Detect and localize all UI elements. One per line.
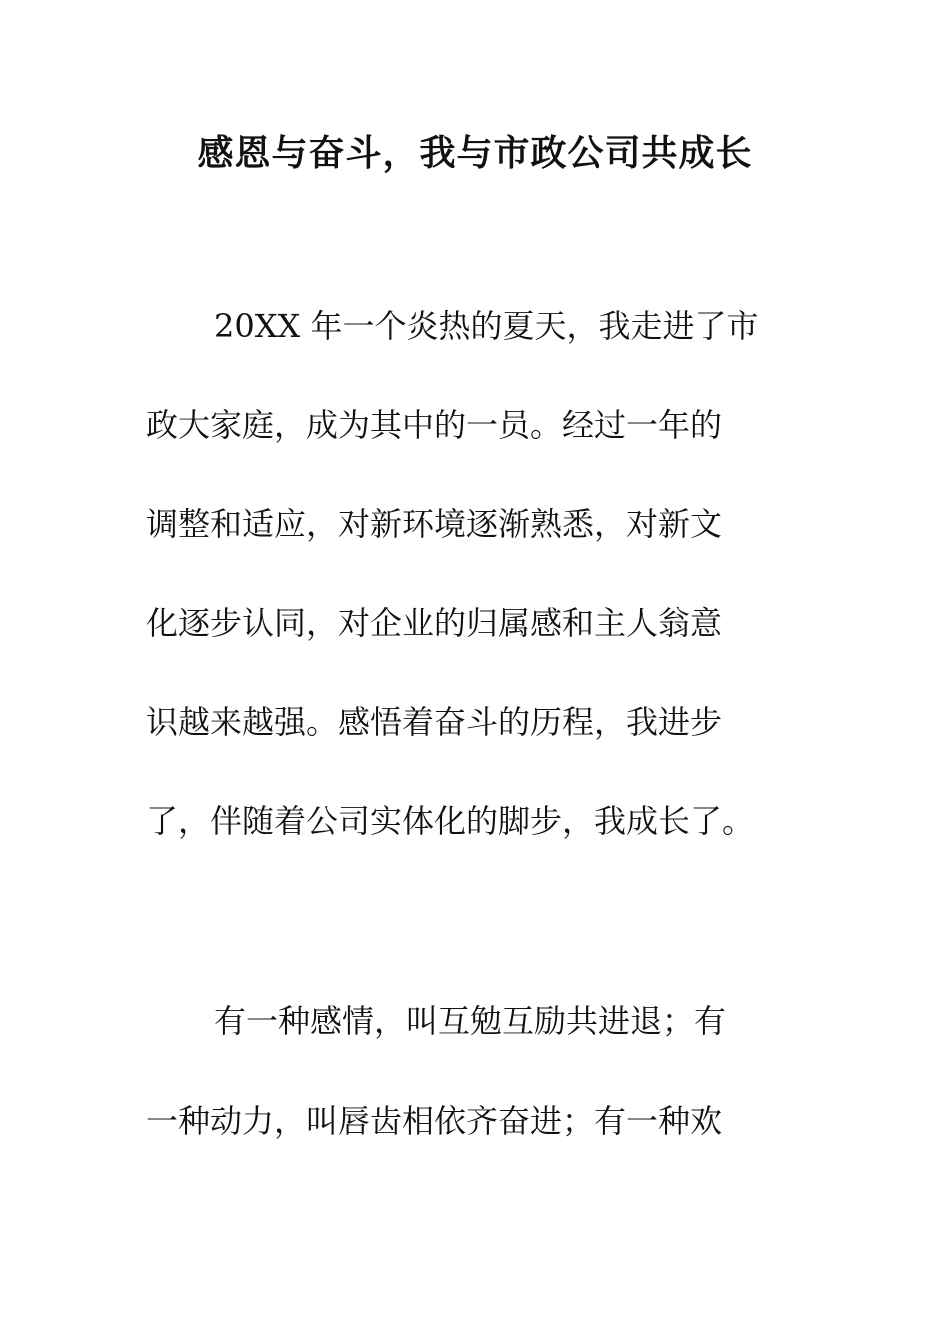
paragraph-1-line-1: 20XX 年一个炎热的夏天，我走进了市 (214, 307, 759, 345)
paragraph-1-line-6: 了，伴随着公司实体化的脚步，我成长了。 (146, 802, 755, 840)
paragraph-1-line-3: 调整和适应，对新环境逐渐熟悉，对新文 (146, 505, 723, 543)
paragraph-2-line-2: 一种动力，叫唇齿相依齐奋进；有一种欢 (146, 1102, 723, 1140)
paragraph-1-line-4: 化逐步认同，对企业的归属感和主人翁意 (146, 604, 723, 642)
document-title: 感恩与奋斗，我与市政公司共成长 (197, 132, 753, 174)
paragraph-1-line-2: 政大家庭，成为其中的一员。经过一年的 (146, 406, 723, 444)
paragraph-2-line-1: 有一种感情，叫互勉互励共进退；有 (214, 1002, 727, 1040)
paragraph-1-line-5: 识越来越强。感悟着奋斗的历程，我进步 (146, 703, 723, 741)
